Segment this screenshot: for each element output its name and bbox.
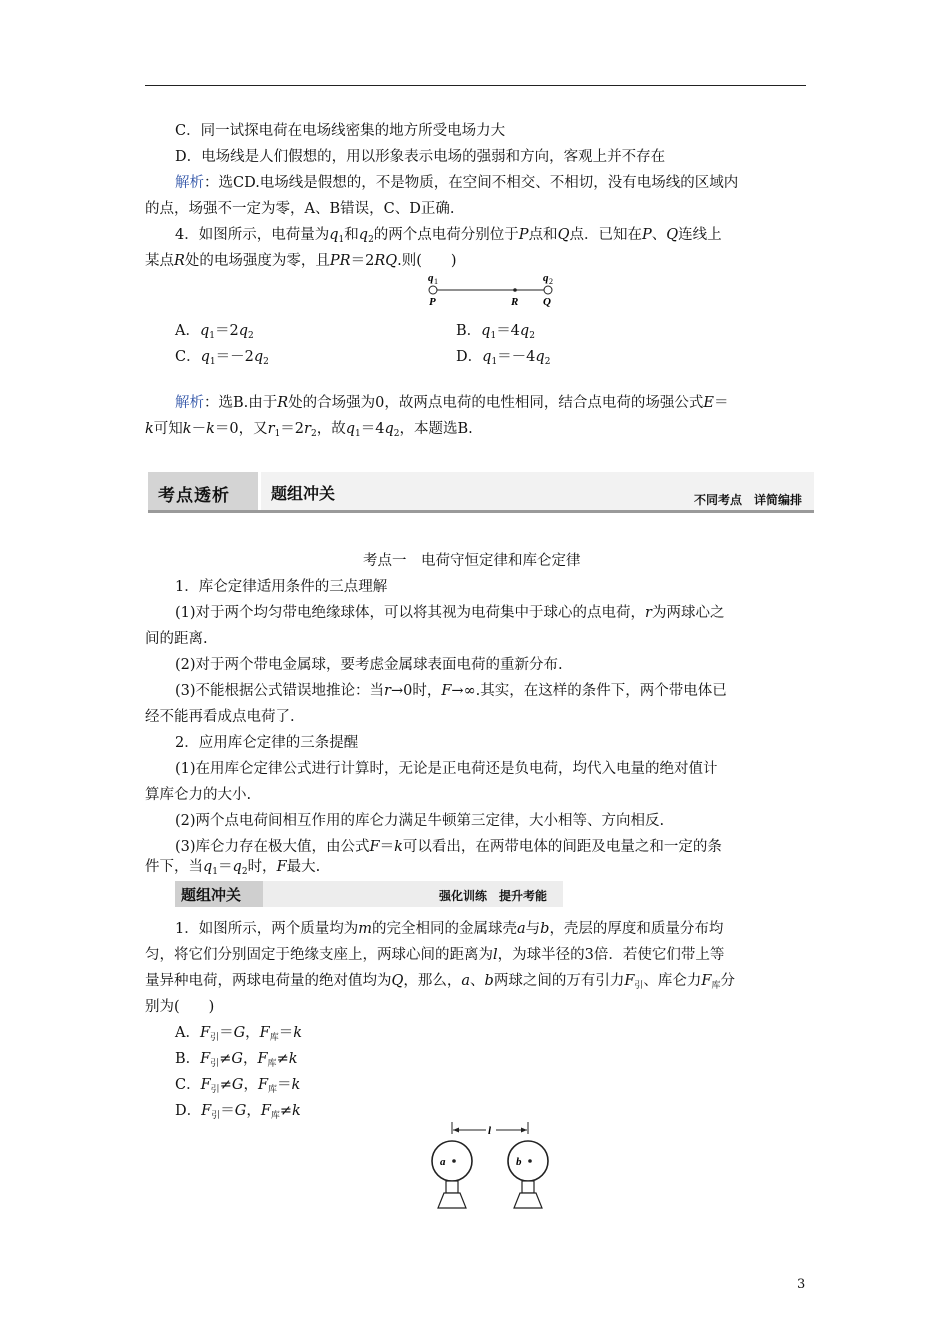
- q4-option-d[interactable]: D．$q_1=-4q_2$: [456, 349, 551, 367]
- p1-stem-line2: 匀，将它们分别固定于绝缘支座上，两球心间的距离为l，为球半径的3倍．若使它们带上等: [145, 947, 725, 963]
- p1-option-a[interactable]: A．$F_引=G$，$F_库=k$: [175, 1025, 303, 1043]
- base-a: [438, 1193, 466, 1208]
- fig-arrow-left: [453, 1128, 459, 1133]
- kd1-s1c-line2: 经不能再看成点电荷了.: [145, 709, 295, 725]
- kd1-s2b: (2)两个点电荷间相互作用的库仑力满足牛顿第三定律，大小相等、方向相反.: [175, 813, 665, 829]
- p1-stem-line3: 量异种电荷，两球电荷量的绝对值均为Q，那么，a、b两球之间的万有引力$F_引$、库仑力$F_库$分: [145, 973, 735, 991]
- fig-label-q: Q: [543, 296, 551, 308]
- kd1-s2c-line1: (3)库仑力存在极大值，由公式F＝k可以看出，在两带电体的间距及电量之和一定的条: [175, 839, 722, 855]
- q3-option-c: C．同一试探电荷在电场线密集的地方所受电场力大: [175, 123, 506, 139]
- stand-a: [446, 1181, 458, 1193]
- section-banner: [148, 472, 814, 514]
- q4-analysis-line1: 解析：选B.由于R处的合场强为0，故两点电荷的电性相同，结合点电荷的场强公式E＝: [175, 395, 729, 411]
- banner-left-block: 考点透析: [148, 472, 261, 510]
- spheres-figure: [420, 1120, 570, 1216]
- q4-option-a[interactable]: A．$q_1=2q_2$: [175, 323, 254, 341]
- p1-stem-line4: 别为( ): [145, 999, 215, 1015]
- analysis-label: 解析: [175, 395, 204, 411]
- q3-analysis-line2: 的点，场强不一定为零，A、B错误，C、D正确.: [145, 201, 455, 217]
- q4-analysis-line2: k可知k－k＝0，又$r_1=2r_2$，故$q_1=4q_2$，本题选B.: [145, 421, 473, 439]
- banner-title: 题组冲关: [271, 484, 336, 503]
- kd1-heading: 考点一 电荷守恒定律和库仑定律: [363, 553, 581, 569]
- fig-label-q1: q: [428, 272, 434, 284]
- kd1-s2a-line1: (1)在用库仑定律公式进行计算时，无论是正电荷还是负电荷，均代入电量的绝对值计: [175, 761, 718, 777]
- banner-subtitle: 不同考点 详简编排: [693, 493, 802, 507]
- kd1-s1-title: 1．库仑定律适用条件的三点理解: [175, 579, 388, 595]
- fig-sub-2: 2: [549, 277, 553, 286]
- center-a: [452, 1159, 456, 1163]
- kd1-s1b: (2)对于两个带电金属球，要考虑金属球表面电荷的重新分布.: [175, 657, 563, 673]
- fig-sub-1: 1: [434, 277, 438, 286]
- fig-point-r: [513, 288, 517, 292]
- kd1-s1c-line1: (3)不能根据公式错误地推论：当r→0时，F→∞.其实，在这样的条件下，两个带电体已: [175, 683, 727, 699]
- fig-label-r: R: [511, 296, 519, 308]
- practice-subbanner: [175, 881, 563, 907]
- p1-option-d[interactable]: D．$F_引=G$，$F_库\ne k$: [175, 1103, 301, 1121]
- subbanner-right: 强化训练 提升考能: [263, 881, 563, 907]
- base-b: [514, 1193, 542, 1208]
- header-rule: [145, 85, 806, 86]
- pqr-figure: [420, 268, 560, 310]
- page-number: 3: [797, 1277, 806, 1292]
- kd1-s1a-line1: (1)对于两个均匀带电绝缘球体，可以将其视为电荷集中于球心的点电荷，r为两球心之: [175, 605, 725, 621]
- fig-label-l: l: [488, 1125, 492, 1137]
- fig-point-q: [544, 286, 552, 294]
- q4-option-c[interactable]: C．$q_1=-2q_2$: [175, 349, 269, 367]
- center-b: [528, 1159, 532, 1163]
- subbanner-left: 题组冲关: [175, 881, 263, 907]
- stand-b: [522, 1181, 534, 1193]
- banner-right-block: [261, 472, 814, 510]
- kd1-s2c-line2: 件下，当$q_1=q_2$时，F最大.: [145, 859, 321, 877]
- fig-point-p: [429, 286, 437, 294]
- sphere-a: [432, 1141, 472, 1181]
- analysis-label: 解析: [175, 175, 204, 191]
- fig-label-q2: q: [543, 272, 549, 284]
- q4-stem-line2: 某点R处的电场强度为零，且PR＝2RQ.则( ): [145, 253, 457, 269]
- q4-option-b[interactable]: B．$q_1=4q_2$: [456, 323, 535, 341]
- q3-option-d: D．电场线是人们假想的，用以形象表示电场的强弱和方向，客观上并不存在: [175, 149, 666, 165]
- p1-option-b[interactable]: B．$F_引\ne G$，$F_库\ne k$: [175, 1051, 298, 1069]
- banner-underline: [148, 510, 814, 513]
- q4-stem-line1: 4．如图所示，电荷量为$q_1$和$q_2$的两个点电荷分别位于P点和Q点．已知在P、Q连线上: [175, 227, 722, 245]
- kd1-s2-title: 2．应用库仑定律的三条提醒: [175, 735, 359, 751]
- p1-stem-line1: 1．如图所示，两个质量均为m的完全相同的金属球壳a与b，壳层的厚度和质量分布均: [175, 921, 724, 937]
- q3-analysis-line1: 解析：选CD.电场线是假想的，不是物质，在空间不相交、不相切，没有电场线的区域内: [175, 175, 739, 191]
- fig-arrow-right: [521, 1128, 527, 1133]
- p1-option-c[interactable]: C．$F_引\ne G$，$F_库=k$: [175, 1077, 301, 1095]
- fig-label-b: b: [516, 1156, 522, 1168]
- sphere-b: [508, 1141, 548, 1181]
- fig-label-p: P: [429, 296, 436, 308]
- kd1-s1a-line2: 间的距离.: [145, 631, 208, 647]
- fig-label-a: a: [440, 1156, 446, 1168]
- kd1-s2a-line2: 算库仑力的大小.: [145, 787, 252, 803]
